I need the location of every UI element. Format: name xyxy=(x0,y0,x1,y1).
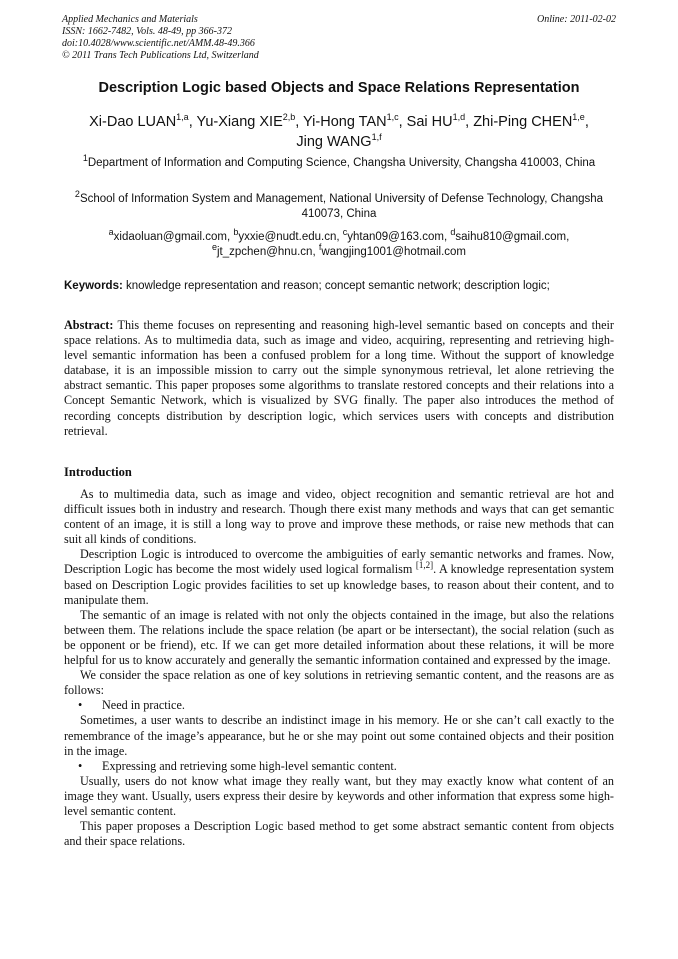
email-link[interactable]: xidaoluan@gmail.com xyxy=(113,231,227,243)
citation: [1,2] xyxy=(415,560,434,571)
author-name: Yu-Xiang XIE xyxy=(196,114,283,130)
copyright: © 2011 Trans Tech Publications Ltd, Switzerland xyxy=(62,50,259,61)
paper-title: Description Logic based Objects and Space Relations Representation xyxy=(98,80,580,96)
paragraph: This paper proposes a Description Logic based method to get some abstract semantic content from objects and their space relations. xyxy=(64,819,614,849)
email-link[interactable]: yxxie@nudt.edu.cn xyxy=(238,231,337,243)
email-link[interactable]: saihu810@gmail.com xyxy=(455,231,567,243)
abstract-text: This theme focuses on representing and reasoning high-level semantic based on concepts and their space relations. As to multimedia data, such as image and video, acquiring, representing and retrieving high-level semantic information has been a confused problem for a long time. Without the support of knowledge database, it is an impossible mission to carry out the simple synonymous retrieval, let alone retrieving the abstract semantic. This paper proposes some algorithms to translate restored concepts and their relations into a Concept Semantic Network, which is visualized by SVG finally. The paper also introduces the method of recording concepts distribution by description logic, which services users with concepts and distribution retrieval. xyxy=(64,318,614,438)
paragraph: As to multimedia data, such as image and video, object recognition and semantic retrieval are hot and difficult issues both in industry and research. Though there exist many methods and ways that can get semantic content of an image, it is still a long way to prove and improve these methods, or raise new methods that can suit all kinds of conditions. xyxy=(64,487,614,547)
affiliation-sup: 1 xyxy=(82,153,88,164)
affiliation-1 xyxy=(70,153,608,171)
email-link[interactable]: yhtan09@163.com xyxy=(347,231,444,243)
author-sup: 1,d xyxy=(452,112,466,123)
author-name: Zhi-Ping CHEN xyxy=(473,114,573,130)
author-sup: 1,e xyxy=(572,112,585,123)
author-name: Sai HU xyxy=(406,114,453,130)
bullet-icon: • xyxy=(78,758,83,773)
paragraph: We consider the space relation as one of key solutions in retrieving semantic content, and the reasons are as follows: xyxy=(64,668,614,698)
author-sup: 1,a xyxy=(176,112,189,123)
keywords-text: knowledge representation and reason; concept semantic network; description logic; xyxy=(126,280,550,292)
author-name: Xi-Dao LUAN xyxy=(89,114,177,130)
paragraph: The semantic of an image is related with not only the objects contained in the image, but also the relations between them. The relations include the space relation (be apart or be intersectant), the social relation (such as be opponent or be friend), etc. If we can get more detailed information about these relations, it will be more helpful for us to know accurately and generally the semantic information contained and expressed by the image. xyxy=(64,607,614,668)
author-sup: 2,b xyxy=(282,112,296,123)
affiliation-text: School of Information System and Management, National University of Defense Technology, Changsha 410073, China xyxy=(79,193,604,220)
introduction-body xyxy=(64,487,614,849)
doi: doi:10.4028/www.scientific.net/AMM.48-49.366 xyxy=(62,38,255,49)
journal-header xyxy=(62,14,616,62)
abstract xyxy=(64,318,614,439)
paragraph: Usually, users do not know what image they really want, but they may exactly know what content of an image they want. Usually, users express their desire by keywords and other information that express some high-level semantic content. xyxy=(64,773,614,818)
bullet-item: • Need in practice. xyxy=(78,698,185,713)
email-list: $^a$xidaoluan@gmail.com, $^b$yxxie@nudt.edu.cn, $^c$yhtan09@163.com, $^d$saihu810@gmail.com, $^e$jt_zpchen@hnu.cn, $^f$wangjing1001@hotmail.com xyxy=(108,227,570,258)
section-heading: Introduction xyxy=(64,465,132,479)
journal-name: Applied Mechanics and Materials xyxy=(62,14,198,25)
affiliation-text: Department of Information and Computing Science, Changsha University, Changsha 410003, China xyxy=(87,157,596,169)
paragraph: Description Logic is introduced to overcome the ambiguities of early semantic networks and frames. Now, Description Logic has become the most widely used logical formalism [1,2]. A knowledge representation system based on Description Logic provides facilities to set up knowledge bases, to reason about their content, and to manipulate them. xyxy=(64,547,614,607)
paragraph: Sometimes, a user wants to describe an indistinct image in his memory. He or she can’t call exactly to the remembrance of the image’s appearance, but he or she may point out some contained objects and their position in the image. xyxy=(64,713,614,758)
keywords xyxy=(64,280,614,292)
keywords-label: Keywords: xyxy=(64,280,123,292)
author-list: Xi-Dao LUAN$^{1,a}$, Yu-Xiang XIE$^{2,b}$, Yi-Hong TAN$^{1,c}$, Sai HU$^{1,d}$, Zhi-Ping CHEN$^{1,e}$, Jing WANG$^{1,f}$ xyxy=(89,112,589,150)
affiliation-2 xyxy=(70,189,608,222)
abstract-label: Abstract: xyxy=(64,318,114,332)
affiliation-sup: 2 xyxy=(74,189,80,200)
bullet-icon: • xyxy=(78,698,83,713)
email-link[interactable]: wangjing1001@hotmail.com xyxy=(321,246,466,258)
issn: ISSN: 1662-7482, Vols. 48-49, pp 366-372 xyxy=(62,26,232,37)
author-name: Yi-Hong TAN xyxy=(303,114,387,130)
bullet-item: • Expressing and retrieving some high-level semantic content. xyxy=(78,758,397,773)
author-sup: 1,c xyxy=(386,112,399,123)
email-link[interactable]: jt_zpchen@hnu.cn xyxy=(217,246,313,258)
online-date: Online: 2011-02-02 xyxy=(537,14,616,25)
author-name: Jing WANG xyxy=(296,134,372,150)
author-sup: 1,f xyxy=(371,132,382,143)
